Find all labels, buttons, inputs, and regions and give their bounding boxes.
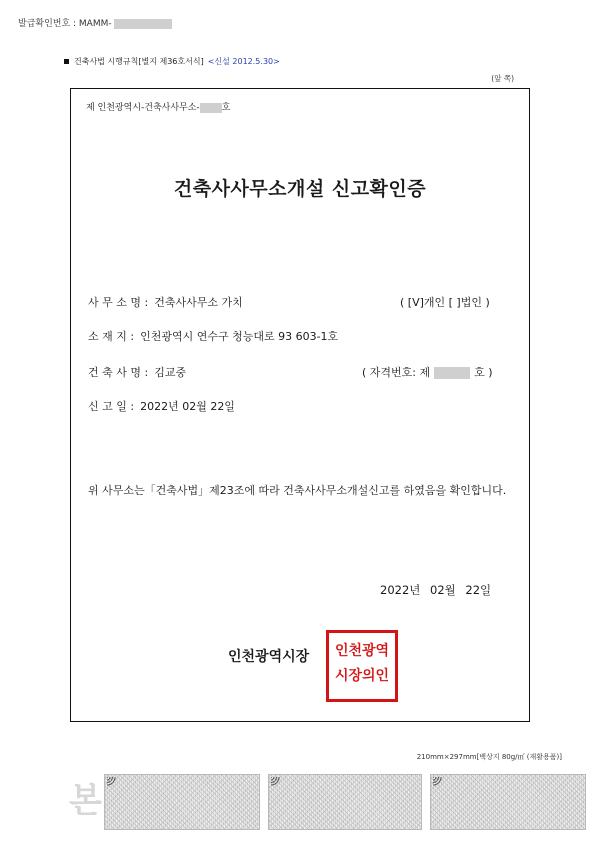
- office-name-value: 건축사사무소 가치: [154, 296, 243, 309]
- architect-row: [88, 364, 186, 380]
- redacted-block: [434, 367, 470, 379]
- form-revision: <신설 2012.5.30>: [207, 57, 280, 66]
- square-bullet-icon: [64, 59, 69, 64]
- report-date-label: 신 고 일 :: [88, 400, 135, 413]
- office-name-row: [88, 294, 243, 310]
- certificate-title: 건축사사무소개설 신고확인증: [173, 178, 427, 200]
- issuer-name: 인천광역시장: [228, 649, 310, 665]
- license-prefix: ( 자격번호: 제: [362, 366, 431, 379]
- report-date-row: [88, 398, 235, 414]
- seal-line-2: 시장의인: [334, 668, 390, 684]
- address-row: [88, 328, 338, 344]
- page-side-label: (앞 쪽): [491, 74, 514, 83]
- corner-mark-icon: [271, 777, 281, 787]
- license-suffix: 호 ): [474, 366, 493, 379]
- issue-confirmation-number: [18, 16, 172, 29]
- seal-line-1: 인천광역: [334, 643, 390, 659]
- address-value: 인천광역시 연수구 청능대로 93 603-1호: [140, 330, 339, 343]
- corner-mark-icon: [433, 777, 443, 787]
- certificate-statement: 위 사무소는「건축사법」제23조에 따라 건축사사무소개설신고를 하였음을 확인합니다.: [88, 484, 507, 497]
- architect-value: 김교중: [154, 366, 187, 379]
- issue-number-label: 발급확인번호 : MAMM-: [18, 19, 112, 29]
- form-ref-text: 건축사법 시행규칙[별지 제36호서식]: [74, 57, 204, 66]
- license-number: [362, 364, 493, 380]
- office-type: ( [V]개인 [ ]법인 ): [400, 296, 490, 309]
- security-barcode: [430, 774, 586, 830]
- official-seal: [326, 630, 398, 702]
- registration-number: [86, 100, 230, 113]
- address-label: 소 재 지 :: [88, 330, 135, 343]
- reg-prefix: 제 인천광역시-건축사사무소-: [86, 103, 200, 113]
- redacted-block: [200, 103, 222, 113]
- architect-label: 건 축 사 명 :: [88, 366, 149, 379]
- security-barcode: [268, 774, 422, 830]
- report-date-value: 2022년 02월 22일: [140, 400, 235, 413]
- redacted-block: [114, 19, 172, 29]
- paper-spec: 210mm×297mm[백상지 80g/㎡ (재활용품)]: [416, 753, 562, 761]
- issue-date: 2022년 02월 22일: [380, 583, 492, 597]
- form-reference: [64, 56, 280, 67]
- office-name-label: 사 무 소 명 :: [88, 296, 149, 309]
- reg-suffix: 호: [221, 103, 231, 113]
- corner-mark-icon: [107, 777, 117, 787]
- original-stamp-mark: 본: [69, 781, 102, 821]
- security-barcode: [104, 774, 260, 830]
